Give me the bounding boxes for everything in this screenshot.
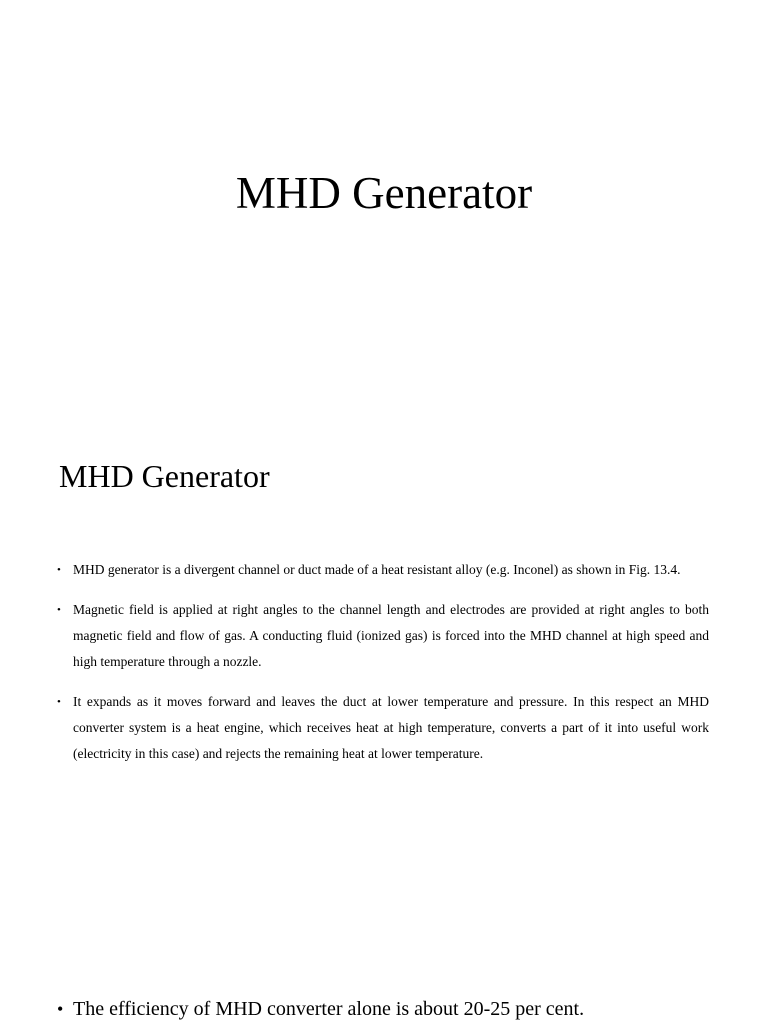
bullet-text: MHD generator is a divergent channel or duct made of a heat resistant alloy (e.g. Inconel) as shown in Fig. 13.4. xyxy=(73,562,681,577)
bullet-dot-icon: • xyxy=(57,604,61,616)
slide-heading: MHD Generator xyxy=(59,458,270,494)
efficiency-bullet xyxy=(57,996,768,1022)
bullet-dot-icon: • xyxy=(57,999,64,1019)
title-slide xyxy=(0,0,768,400)
bullet-item xyxy=(57,597,709,675)
bullet-dot-icon: • xyxy=(57,696,61,708)
slide-title: MHD Generator xyxy=(235,168,533,218)
bullet-text: It expands as it moves forward and leaves the duct at lower temperature and pressure. In this respect an MHD converter system is a heat engine, which receives heat at high temperature, converts a part of it into useful work (electricity in this case) and rejects the remaining heat at lower temperature. xyxy=(73,694,709,761)
bullet-item xyxy=(57,557,709,583)
bullet-text: The efficiency of MHD converter alone is about 20-25 per cent. xyxy=(73,998,585,1020)
bullet-list xyxy=(57,557,709,781)
bullet-dot-icon: • xyxy=(57,564,61,576)
bullet-item xyxy=(57,689,709,767)
bullet-text: Magnetic field is applied at right angles to the channel length and electrodes are provided at right angles to both magnetic field and flow of gas. A conducting fluid (ionized gas) is forced into the MHD channel at high speed and high temperature through a nozzle. xyxy=(73,602,709,669)
content-slide xyxy=(0,400,768,1024)
